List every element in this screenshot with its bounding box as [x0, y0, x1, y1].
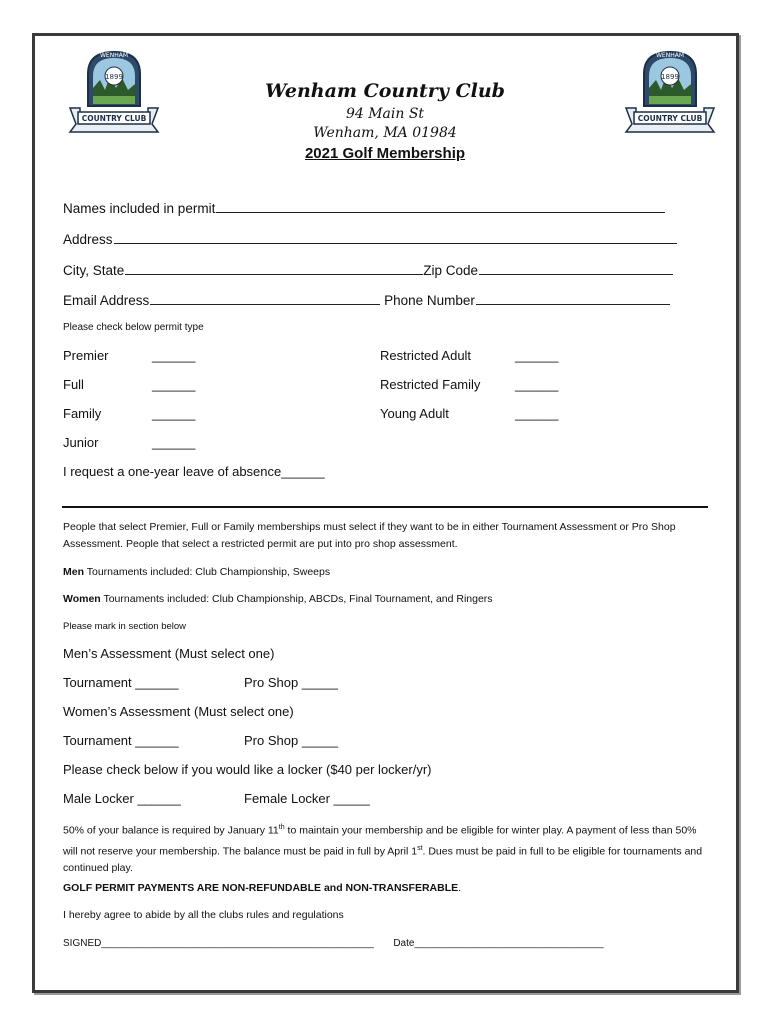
city-field[interactable]	[125, 262, 423, 275]
male-locker-option	[63, 791, 181, 806]
svg-text:1899: 1899	[105, 73, 123, 81]
svg-text:WENHAM: WENHAM	[99, 52, 129, 59]
premier-blank[interactable]: ______	[152, 348, 196, 363]
nonrefundable-period: .	[458, 882, 462, 894]
signed-field[interactable]: _________________________________________________	[101, 938, 374, 949]
phone-field[interactable]	[476, 292, 670, 305]
date-field[interactable]: __________________________________	[414, 938, 604, 949]
names-field[interactable]	[216, 200, 665, 213]
young-adult-blank[interactable]: ______	[515, 406, 559, 421]
permit-option-restricted-family: Restricted Family	[380, 377, 481, 392]
city-zip-row	[63, 262, 673, 278]
form-title: 2021 Golf Membership	[304, 145, 466, 162]
nonrefundable-notice	[63, 880, 703, 897]
womens-tournament-label: Tournament	[63, 733, 132, 748]
mens-proshop-blank[interactable]: _____	[301, 675, 338, 690]
permit-option-premier: Premier	[63, 348, 109, 363]
mens-proshop-option	[244, 675, 338, 690]
email-field[interactable]	[150, 292, 380, 305]
leave-row	[63, 464, 325, 479]
signed-label: SIGNED	[63, 938, 102, 949]
section-divider	[62, 506, 708, 508]
zip-label: Zip Code	[423, 263, 479, 278]
names-row	[63, 200, 665, 216]
womens-proshop-blank[interactable]: _____	[301, 733, 338, 748]
womens-assessment-label: Women’s Assessment (Must select one)	[63, 704, 294, 719]
mens-tournament-option	[63, 675, 179, 690]
mens-tournament-label: Tournament	[63, 675, 132, 690]
leave-blank[interactable]: ______	[281, 464, 325, 479]
zip-field[interactable]	[479, 262, 673, 275]
payment-text-3: . Dues must be paid in full to be eligible for tournaments and continued play.	[63, 845, 703, 874]
male-locker-blank[interactable]: ______	[137, 791, 181, 806]
date-label: Date	[393, 938, 415, 949]
mens-tournament-blank[interactable]: ______	[135, 675, 179, 690]
signature-row	[63, 935, 703, 952]
womens-proshop-label: Pro Shop	[244, 733, 299, 748]
female-locker-option	[244, 791, 370, 806]
womens-tournament-option	[63, 733, 179, 748]
locker-prompt: Please check below if you would like a locker ($40 per locker/yr)	[63, 762, 432, 777]
club-name: Wenham Country Club	[265, 80, 505, 102]
women-tournaments	[63, 591, 703, 608]
restricted-family-blank[interactable]: ______	[515, 377, 559, 392]
family-blank[interactable]: ______	[152, 406, 196, 421]
svg-text:1899: 1899	[661, 73, 679, 81]
email-label: Email Address	[63, 293, 150, 308]
womens-proshop-option	[244, 733, 338, 748]
women-bold: Women	[63, 593, 101, 605]
women-text: Tournaments included: Club Championship, ABCDs, Final Tournament, and Ringers	[100, 593, 493, 605]
agree-statement: I hereby agree to abide by all the clubs rules and regulations	[63, 909, 344, 921]
address-row	[63, 231, 677, 247]
leave-label: I request a one-year leave of absence	[63, 464, 282, 479]
full-blank[interactable]: ______	[152, 377, 196, 392]
mark-instruction: Please mark in section below	[63, 621, 187, 632]
assessment-info: People that select Premier, Full or Family memberships must select if they want to be in either Tournament Assessment or Pro Shop Assessment. People that select a restricted permit are put into pro shop assessment.	[63, 521, 676, 550]
svg-text:COUNTRY CLUB: COUNTRY CLUB	[637, 114, 703, 123]
permit-option-family: Family	[63, 406, 102, 421]
address-field[interactable]	[114, 231, 677, 244]
men-bold: Men	[63, 566, 84, 578]
junior-blank[interactable]: ______	[152, 435, 196, 450]
permit-instruction: Please check below permit type	[63, 322, 204, 333]
permit-option-full: Full	[63, 377, 84, 392]
permit-option-young-adult: Young Adult	[380, 406, 449, 421]
address-line-2: Wenham, MA 01984	[313, 125, 457, 141]
men-tournaments	[63, 564, 703, 581]
mens-assessment-label: Men’s Assessment (Must select one)	[63, 646, 275, 661]
svg-text:WENHAM: WENHAM	[655, 52, 685, 59]
nonrefundable-text: GOLF PERMIT PAYMENTS ARE NON-REFUNDABLE and NON-TRANSFERABLE	[63, 882, 459, 894]
men-text: Tournaments included: Club Championship, Sweeps	[84, 566, 331, 578]
address-line-1: 94 Main St	[345, 106, 425, 122]
permit-option-junior: Junior	[63, 435, 99, 450]
womens-tournament-blank[interactable]: ______	[135, 733, 179, 748]
restricted-adult-blank[interactable]: ______	[515, 348, 559, 363]
payment-sup-1: th	[278, 824, 285, 831]
phone-label: Phone Number	[384, 293, 475, 308]
female-locker-blank[interactable]: _____	[333, 791, 370, 806]
svg-text:COUNTRY CLUB: COUNTRY CLUB	[81, 114, 147, 123]
permit-option-restricted-adult: Restricted Adult	[380, 348, 472, 363]
payment-terms	[63, 819, 703, 877]
city-label: City, State	[63, 263, 125, 278]
payment-text-2: to maintain your membership and be eligible for winter play. A payment of less than 50% will not reserve your membership. The balance must be paid in full by April 1	[63, 824, 697, 857]
address-label: Address	[63, 232, 113, 247]
male-locker-label: Male Locker	[63, 791, 134, 806]
email-phone-row	[63, 292, 670, 308]
female-locker-label: Female Locker	[244, 791, 330, 806]
names-label: Names included in permit	[63, 201, 216, 216]
payment-sup-2: st	[417, 844, 423, 852]
mens-proshop-label: Pro Shop	[244, 675, 299, 690]
payment-text-1: 50% of your balance is required by January 11	[63, 824, 279, 837]
